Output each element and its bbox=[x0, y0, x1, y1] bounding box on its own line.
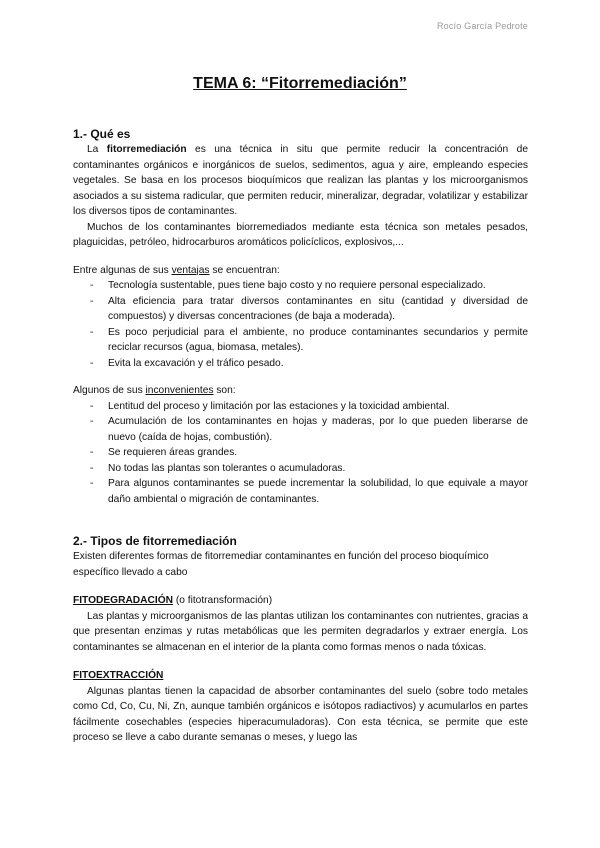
section-1-heading: 1.- Qué es bbox=[73, 127, 131, 141]
drawbacks-intro bbox=[73, 383, 528, 399]
list-item: - Acumulación de los contaminantes en hojas y maderas, por lo que pueden liberarse de nuevo (caída de hojas, combustión). bbox=[73, 414, 528, 445]
list-item: - Alta eficiencia para tratar diversos contaminantes en situ (cantidad y diversidad de compuestos) y diversas concentraciones (de baja a moderada). bbox=[73, 294, 528, 325]
advantages-intro bbox=[73, 263, 528, 279]
page-title bbox=[0, 75, 600, 93]
p1-term: fitorremediación bbox=[106, 144, 187, 155]
fitodegradacion-text: Las plantas y microorganismos de las plantas utilizan los contaminantes con nutrientes, gracias a que presentan enzimas y rutas metabólicas que les permiten degradarlos y extraer energía. Los contaminantes se almacenan en el interior de la planta como formas menos o nada tóxicas. bbox=[73, 610, 528, 653]
author-name: Rocío García Pedrote bbox=[436, 21, 528, 31]
fitoextraccion-heading bbox=[73, 668, 528, 684]
page-title-text: TEMA 6: “Fitorremediación” bbox=[193, 75, 407, 92]
section-2-intro: Existen diferentes formas de fitorremediar contaminantes en función del proceso bioquímico específico llevado a cabo bbox=[73, 551, 489, 578]
list-item: - Evita la excavación y el tráfico pesado. bbox=[73, 356, 528, 372]
list-item: - Para algunos contaminantes se puede incrementar la solubilidad, lo que equivale a mayor daño ambiental o migración de contaminantes. bbox=[73, 476, 528, 507]
advantages-list bbox=[73, 278, 528, 371]
fitodegradacion-title: FITODEGRADACIÓN bbox=[73, 595, 173, 606]
section-2-heading: 2.- Tipos de fitorremediación bbox=[73, 534, 237, 548]
fitoextraccion-title: FITOEXTRACCIÓN bbox=[73, 670, 164, 681]
p1-lead: La bbox=[87, 144, 99, 155]
list-item: - Se requieren áreas grandes. bbox=[73, 445, 528, 461]
fitoextraccion-text: Algunas plantas tienen la capacidad de absorber contaminantes del suelo (sobre todo metales como Cd, Co, Cu, Ni, Zn, aunque también orgánicos e isótopos radiactivos) y acumularlos en partes fácilmente cosechables (especies hiperacumuladoras). Con esta técnica, se permite que este proceso se lleve a cabo durante semanas o meses, y luego las bbox=[73, 685, 528, 743]
advantages-word: ventajas bbox=[171, 264, 210, 276]
drawbacks-intro-pre: Algunos de sus bbox=[73, 385, 143, 396]
drawbacks-word: inconvenientes bbox=[145, 385, 214, 396]
drawbacks-list bbox=[73, 399, 528, 508]
drawbacks-intro-post: son: bbox=[216, 385, 236, 396]
list-item: - No todas las plantas son tolerantes o acumuladoras. bbox=[73, 461, 528, 477]
list-item: - Lentitud del proceso y limitación por las estaciones y la toxicidad ambiental. bbox=[73, 399, 528, 415]
advantages-intro-post: se encuentran: bbox=[212, 264, 280, 276]
list-item: - Es poco perjudicial para el ambiente, no produce contaminantes secundarios y permite reciclar recursos (agua, biomasa, metales). bbox=[73, 325, 528, 356]
section-1-paragraph-1 bbox=[73, 142, 528, 220]
list-item: - Tecnología sustentable, pues tiene bajo costo y no requiere personal especializado. bbox=[73, 278, 528, 294]
document-body bbox=[73, 126, 528, 746]
advantages-intro-pre: Entre algunas de sus bbox=[73, 264, 169, 276]
p1-rest: es una técnica in situ que permite reducir la concentración de contaminantes orgánicos e inorgánicos de suelos, sedimentos, agua y aire, empleando especies vegetales. Se basa en los procesos bioquímicos que realizan las plantas y los microorganismos asociados a su sistema radicular, que permiten reducir, mineralizar, degradar, volatilizar y estabilizar los diversos tipos de contaminantes. bbox=[73, 144, 528, 217]
section-1-paragraph-2: Muchos de los contaminantes biorremediados mediante esta técnica son metales pesados, plaguicidas, petróleo, hidrocarburos aromáticos policíclicos, explosivos,... bbox=[73, 221, 528, 248]
fitodegradacion-heading bbox=[73, 593, 528, 609]
fitodegradacion-subtitle: (o fitotransformación) bbox=[175, 595, 273, 606]
